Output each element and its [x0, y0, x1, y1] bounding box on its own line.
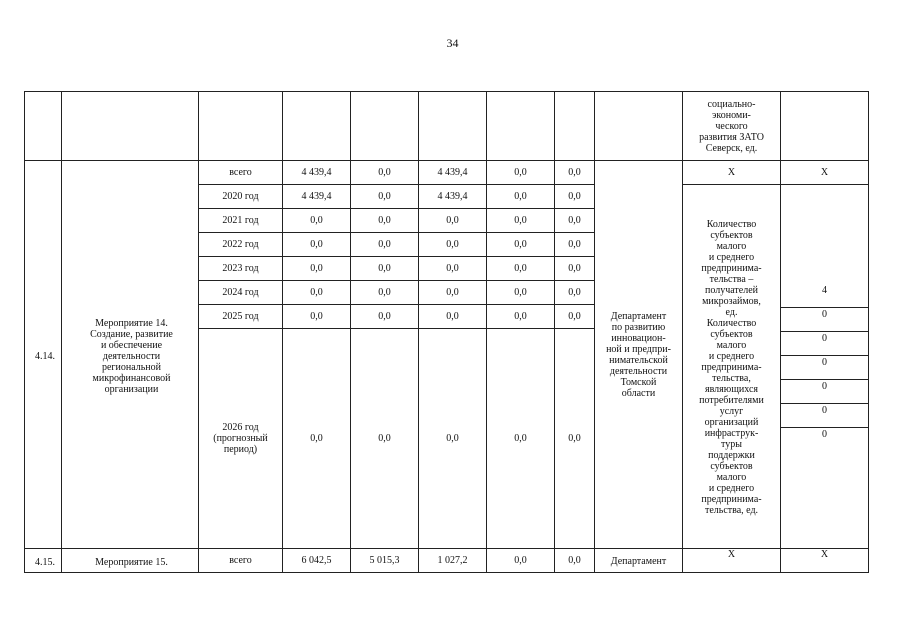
amount-cell: 0,0 [419, 233, 487, 257]
indicator-text-line: и среднего [708, 350, 755, 362]
amount-cell: 0,0 [487, 233, 555, 257]
empty-cell [25, 92, 62, 161]
amount-cell: 0,0 [419, 209, 487, 233]
empty-cell [487, 92, 555, 161]
indicator-value: 0 [781, 308, 868, 332]
year-label-line: период) [223, 444, 258, 455]
year-label: 2020 год [199, 185, 283, 209]
indicator-text-line: ческого [715, 121, 748, 132]
amount-cell: 0,0 [283, 329, 351, 549]
amount-cell: 0,0 [555, 257, 595, 281]
empty-cell [283, 92, 351, 161]
amount-cell: 0,0 [419, 329, 487, 549]
table-row [25, 549, 869, 573]
page-number: 34 [446, 36, 459, 50]
year-label: 2025 год [199, 305, 283, 329]
amount-cell: 0,0 [283, 281, 351, 305]
activity-name-line: Мероприятие 14. [95, 317, 168, 329]
year-label [199, 329, 283, 549]
indicator-text-line: предпринима- [701, 262, 762, 274]
department-line: деятельности [609, 366, 668, 377]
amount-cell: 0,0 [351, 281, 419, 305]
amount-cell: 4 439,4 [419, 185, 487, 209]
department-line: ной и предпри- [606, 344, 671, 355]
activity-name-line: организации [104, 383, 159, 395]
year-label: всего [199, 161, 283, 185]
department-line: по развитию [611, 322, 666, 333]
indicator-text-line: развития ЗАТО [699, 132, 764, 143]
department [595, 161, 683, 549]
year-label: всего [199, 549, 283, 573]
year-label: 2022 год [199, 233, 283, 257]
amount-cell: 0,0 [351, 209, 419, 233]
empty-cell [351, 92, 419, 161]
empty-cell [781, 92, 869, 161]
amount-cell: 0,0 [419, 305, 487, 329]
indicator-text-line: получателей [704, 284, 758, 296]
amount-cell: 0,0 [487, 549, 555, 573]
indicator-text-line: услуг [719, 405, 744, 417]
indicator-text-line: малого [716, 471, 747, 483]
empty-cell [199, 92, 283, 161]
amount-cell: 0,0 [351, 257, 419, 281]
indicator-text-line: тельства – [709, 273, 754, 285]
indicator-text-line: субъектов [710, 328, 753, 340]
year-label-line: 2026 год [222, 422, 259, 433]
amount-cell: 0,0 [283, 209, 351, 233]
table-body [25, 92, 869, 573]
amount-cell: 0,0 [283, 305, 351, 329]
row-number: 4.15. [25, 549, 62, 573]
activity-name [62, 549, 199, 573]
amount-cell: 0,0 [351, 305, 419, 329]
indicator-text-line: Количество [706, 317, 757, 329]
activity-name-line: деятельности [102, 350, 161, 362]
indicator-text-line: организаций [704, 416, 759, 428]
activity-name-line: Мероприятие 15. [95, 556, 168, 568]
indicator-text-line: малого [716, 339, 747, 351]
indicator-text-line: Северск, ед. [705, 143, 758, 154]
indicator-text-line: и среднего [708, 251, 755, 263]
indicator-text-line: инфраструк- [704, 427, 759, 439]
amount-cell: 0,0 [555, 233, 595, 257]
indicator-text-line: тельства, [712, 372, 751, 384]
indicator-text-line: тельства, ед. [704, 504, 759, 516]
year-label: 2021 год [199, 209, 283, 233]
indicator-text-line: экономи- [712, 110, 751, 121]
amount-cell: 0,0 [487, 209, 555, 233]
department-line: инновацион- [611, 333, 666, 344]
empty-cell [62, 92, 199, 161]
indicator-text-line: и среднего [708, 482, 755, 494]
indicator-total-value: X [781, 549, 869, 573]
indicator-text-line: социально- [707, 99, 756, 110]
indicator-value: 0 [822, 428, 827, 440]
indicator-value: 0 [781, 332, 868, 356]
amount-cell: 0,0 [283, 233, 351, 257]
amount-cell: 0,0 [555, 281, 595, 305]
table-row [25, 161, 869, 185]
indicator-text-line: поддержки [708, 449, 755, 461]
activity-name-line: и обеспечение [100, 339, 163, 351]
amount-cell: 0,0 [487, 281, 555, 305]
financing-table [24, 91, 869, 573]
department [595, 549, 683, 573]
amount-cell: 5 015,3 [351, 549, 419, 573]
amount-cell: 0,0 [351, 233, 419, 257]
department-line: Департамент [610, 555, 667, 567]
activity-name-line: микрофинансовой [92, 372, 171, 384]
activity-name-line: Создание, развитие [90, 328, 173, 340]
indicator-total-mark: X [683, 161, 781, 185]
amount-cell: 0,0 [487, 161, 555, 185]
indicator-text-line: малого [716, 240, 747, 252]
empty-cell [555, 92, 595, 161]
amount-cell: 0,0 [555, 305, 595, 329]
indicator-values-stack [781, 284, 868, 451]
amount-cell: 0,0 [283, 257, 351, 281]
year-label: 2024 год [199, 281, 283, 305]
amount-cell: 0,0 [351, 185, 419, 209]
indicator-value: 4 [781, 284, 868, 308]
indicator-text-cell [683, 92, 781, 161]
indicator-text-line: субъектов [710, 460, 753, 472]
indicator-value: 0 [781, 356, 868, 380]
empty-cell [595, 92, 683, 161]
activity-name-line: региональной [101, 361, 162, 373]
activity-name [62, 161, 199, 549]
amount-cell: 0,0 [555, 329, 595, 549]
indicator-text-line: предпринима- [701, 361, 762, 373]
row-number: 4.14. [25, 161, 62, 549]
amount-cell: 0,0 [487, 329, 555, 549]
amount-cell: 0,0 [419, 257, 487, 281]
indicator-value: 0 [781, 380, 868, 404]
indicator-text-line: субъектов [710, 229, 753, 241]
department-line: нимательской [609, 355, 668, 366]
amount-cell: 0,0 [487, 305, 555, 329]
amount-cell: 0,0 [487, 257, 555, 281]
indicator-text-line: ед. [725, 306, 738, 318]
indicator-text-line: микрозаймов, [702, 295, 761, 307]
indicator-total-mark: X [683, 549, 781, 573]
amount-cell: 0,0 [351, 161, 419, 185]
indicator-values-cell [781, 185, 869, 549]
amount-cell: 0,0 [419, 281, 487, 305]
amount-cell: 4 439,4 [283, 185, 351, 209]
department-line: Томской [620, 377, 657, 388]
amount-cell: 0,0 [487, 185, 555, 209]
amount-cell: 0,0 [555, 209, 595, 233]
indicator-text-line: туры [721, 438, 742, 450]
department-line: Департамент [610, 311, 667, 322]
indicator-text-line: являющихся [704, 383, 759, 395]
amount-cell: 0,0 [555, 185, 595, 209]
table-row [25, 92, 869, 161]
year-label: 2023 год [199, 257, 283, 281]
amount-cell: 4 439,4 [419, 161, 487, 185]
department-line: области [621, 388, 656, 399]
amount-cell: 0,0 [555, 161, 595, 185]
indicator-text-line: предпринима- [701, 493, 762, 505]
indicator-total-value: X [781, 161, 869, 185]
amount-cell: 6 042,5 [283, 549, 351, 573]
indicator-value: 0 [781, 404, 868, 428]
amount-cell: 0,0 [351, 329, 419, 549]
amount-cell: 4 439,4 [283, 161, 351, 185]
year-label-line: (прогнозный [213, 433, 268, 444]
indicator-text-line: Количество [706, 218, 757, 230]
amount-cell: 0,0 [555, 549, 595, 573]
indicator-text-cell [683, 185, 781, 549]
empty-cell [419, 92, 487, 161]
amount-cell: 1 027,2 [419, 549, 487, 573]
indicator-text-line: потребителями [699, 394, 764, 406]
